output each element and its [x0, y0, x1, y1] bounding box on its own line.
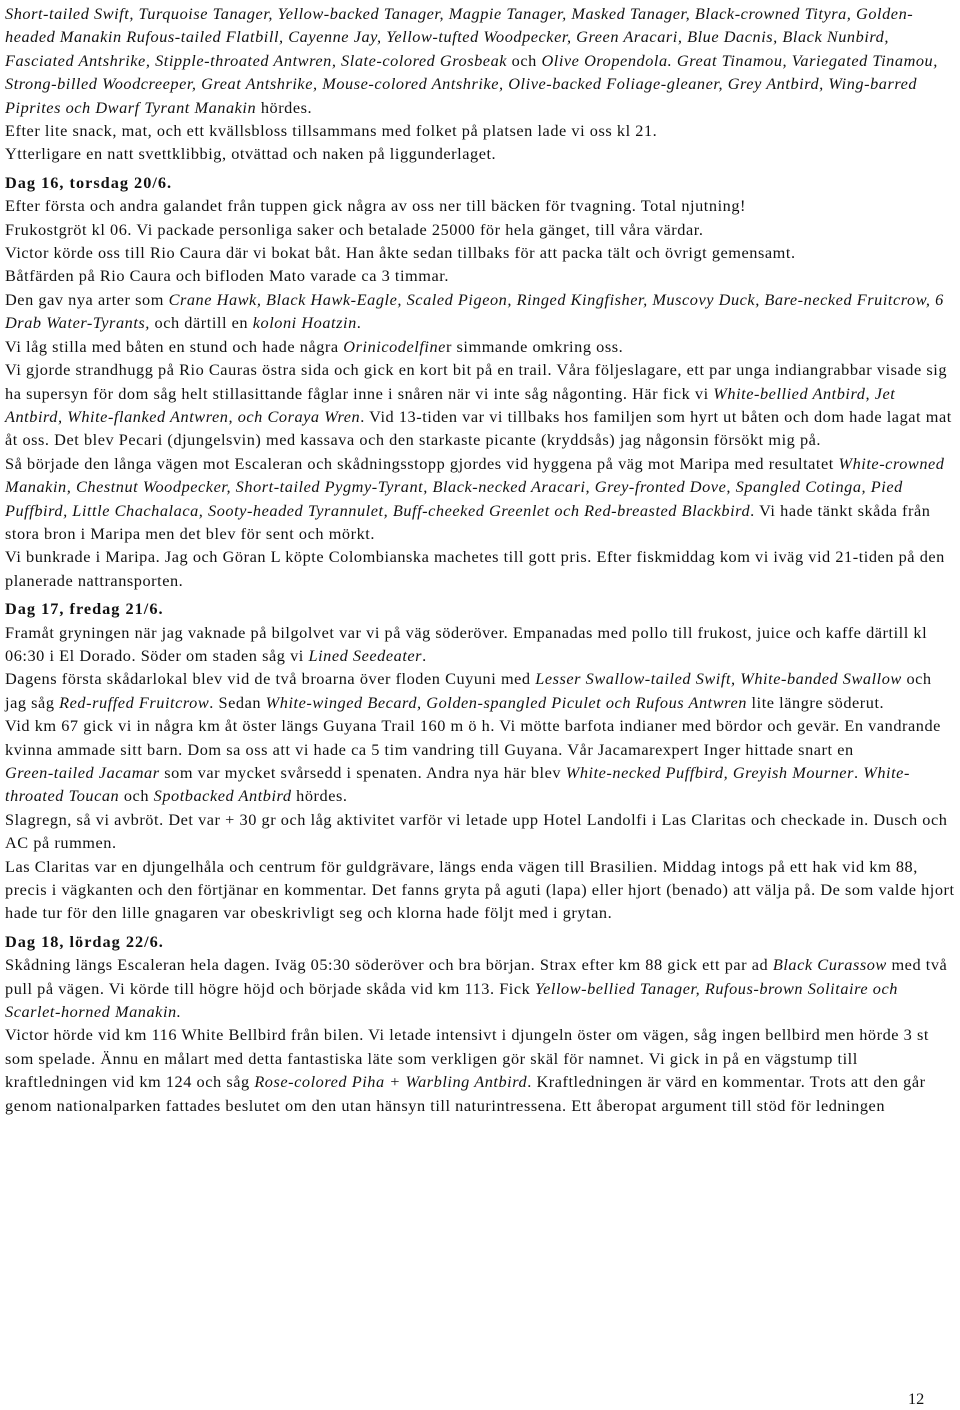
paragraph [5, 621, 957, 668]
paragraph [5, 335, 957, 358]
text-run: Så började den långa vägen mot Escaleran och skådningsstopp gjordes vid hyggena på väg mot Maripa med resultatet [5, 453, 839, 473]
text-run: . Sedan [209, 692, 266, 712]
species-text: White-necked Puffbird, Greyish Mourner [565, 763, 854, 782]
text-run: Victor hörde vid km 116 White Bellbird från bilen. Vi letade intensivt i djungeln öster om vägen, såg ingen bellbird men hörde 3 st som spelade. Ännu en målart med detta fantastiska läte som verkligen gör skäl för namnet. Vi gick in på en vägstump till kraftledningen vid km 124 och såg [5, 1025, 929, 1092]
paragraph [5, 667, 957, 714]
text-run: Dagens första skådarlokal blev vid de två broarna över floden Cuyuni med [5, 669, 536, 689]
text-run: . [422, 645, 427, 665]
paragraph [5, 358, 957, 452]
species-text: koloni Hoatzin [252, 313, 357, 333]
text-run: Vi bunkrade i Maripa. Jag och Göran L köpte Colombianska machetes till gott pris. Efter fiskmiddag kom vi iväg vid 21-tiden på den planerade nattransporten. [5, 547, 945, 590]
text-run: Båtfärden på Rio Caura och bifloden Mato varade ca 3 timmar. [5, 266, 449, 286]
day-heading [5, 930, 957, 953]
text-run: Vi gjorde strandhugg på Rio Cauras östra sida och gick en kort bit på en trail. Våra följeslagare, ett par unga indiangrabbar visade sig ha supersyn för dom såg helt stillasittande fåglar inne i snåren när vi inte såg någonting. Här fick vi [5, 360, 948, 403]
paragraph [5, 452, 957, 546]
paragraph [5, 194, 957, 217]
text-run: och [507, 50, 542, 70]
species-text: White-bellied Antbird, Jet Antbird, White-flanked Antwren, och Coraya Wren [5, 383, 896, 426]
species-text: Lesser Swallow-tailed Swift, White-banded Swallow [535, 669, 902, 689]
text-run: Dag 16, torsdag 20/6. [5, 172, 173, 192]
text-run: Framåt gryningen när jag vaknade på bilgolvet var vi på väg söderöver. Empanadas med pollo till frukost, juice och kaffe därtill kl 06:30 i El Dorado. Söder om staden såg vi [5, 622, 928, 665]
species-text: Yellow-bellied Tanager, Rufous-brown Solitaire och Scarlet-horned Manakin. [5, 978, 898, 1022]
text-run: Efter första och andra galandet från tuppen gick några av oss ner till bäcken för tvagning. Total njutning! [5, 196, 746, 216]
text-run: Dag 17, fredag 21/6. [5, 599, 164, 619]
text-run: och jag såg [5, 669, 932, 712]
species-text: White-crowned Manakin, Chestnut Woodpecker, Short-tailed Pygmy-Tyrant, Black-necked Aracari, Grey-fronted Dove, Spangled Cotinga, Pied Puffbird, Little Chachalaca, Sooty-headed Tyrannulet, Buff-cheeked Greenlet och Red-breasted Blackbird [5, 453, 945, 520]
text-run: Efter lite snack, mat, och ett kvällsbloss tillsammans med folket på platsen lade vi oss kl 21. [5, 121, 658, 141]
paragraph [5, 264, 957, 287]
text-run: hördes. [291, 786, 348, 806]
paragraph [5, 808, 957, 855]
paragraph [5, 953, 957, 1023]
paragraph [5, 218, 957, 241]
document-body [5, 2, 957, 1117]
paragraph [5, 2, 957, 119]
text-run: Skådning längs Escaleran hela dagen. Iväg 05:30 söderöver och bra början. Strax efter km 88 gick ett par ad [5, 955, 773, 975]
paragraph [5, 142, 957, 165]
species-text: Rose-colored Piha + Warbling Antbird [254, 1072, 528, 1092]
text-run: Slagregn, så vi avbröt. Det var + 30 gr och låg aktivitet varför vi letade upp Hotel Landolfi i Las Claritas och checkade in. Dusch och AC på rummen. [5, 809, 948, 853]
text-run: Dag 18, lördag 22/6. [5, 931, 164, 951]
paragraph [5, 119, 957, 142]
text-run: . Kraftledningen är värd en kommentar. Trots att den går genom nationalparken fattades beslutet om den utan hänsyn till naturintressena. Ett åberopat argument till stöd för ledningen [5, 1072, 926, 1115]
text-run: hördes. [256, 97, 313, 117]
text-run: Las Claritas var en djungelhåla och centrum för guldgrävare, längs enda vägen till Brasilien. Middag intogs på ett hak vid km 88, precis i vägkanten och den förtjänar en kommentar. Det fanns gryta på aguti (lapa) eller hjort (benado) att välja på. De som valde hjort hade tur för den lille gnagaren var obeskrivligt seg och klorna hade följt med i grytan. [5, 856, 955, 923]
text-run: . Vi hade tänkt skåda från stora bron i Maripa men det blev för sent och mörkt. [5, 500, 931, 543]
paragraph [5, 545, 957, 592]
species-text: Lined Seedeater [308, 645, 423, 665]
text-run: lite längre söderut. [746, 692, 885, 712]
text-run: och därtill en [149, 313, 253, 333]
paragraph [5, 714, 957, 761]
text-run: som var mycket svårsedd i spenaten. Andra nya här blev [159, 763, 566, 782]
text-run: Victor körde oss till Rio Caura där vi bokat båt. Han åkte sedan tillbaks för att packa tält och övrigt gemensamt. [5, 243, 796, 263]
species-text: Green-tailed Jacamar [5, 763, 160, 782]
species-text: Orinicodelfine [343, 336, 446, 356]
text-run: Frukostgröt kl 06. Vi packade personliga saker och betalade 25000 för hela gänget, till våra värdar. [5, 219, 704, 239]
text-run: . Vid 13-tiden var vi tillbaks hos familjen som hyrt ut båten och dom hade lagat mat åt oss. Det blev Pecari (djungelsvin) med kassava och den starkaste picante (kryddsås) jag någonsin försökt mig på. [5, 406, 952, 450]
paragraph [5, 855, 957, 925]
species-text: Red-ruffed Fruitcrow [59, 692, 210, 712]
paragraph [5, 288, 957, 335]
paragraph [5, 1023, 957, 1117]
text-run: Vi låg stilla med båten en stund och hade några [5, 336, 344, 356]
species-text: Short-tailed Swift, Turquoise Tanager, Yellow-backed Tanager, Magpie Tanager, Masked Tanager, Black-crowned Tityra, Golden-headed Manakin Rufous-tailed Flatbill, Cayenne Jay, Yellow-tufted Woodpecker, Green Aracari, Blue Dacnis, Black Nunbird, Fasciated Antshrike, Stipple-throated Antwren, Slate-colored Grosbeak [5, 4, 914, 70]
species-text: White-winged Becard, Golden-spangled Piculet och Rufous Antwren [265, 692, 747, 712]
paragraph [5, 761, 957, 808]
text-run: . [356, 313, 362, 333]
page-number: 12 [908, 1389, 925, 1408]
text-run: Den gav nya arter som [5, 289, 169, 309]
species-text: Spotbacked Antbird [153, 786, 292, 806]
species-text: Black Curassow [772, 955, 887, 975]
day-heading [5, 171, 957, 194]
text-run: Ytterligare en natt svettklibbig, otvättad och naken på liggunderlaget. [5, 144, 497, 164]
species-text: Olive Oropendola. Great Tinamou, Variegated Tinamou, Strong-billed Woodcreeper, Great Antshrike, Mouse-colored Antshrike, Olive-backed Foliage-gleaner, Grey Antbird, Wing-barred Piprites och Dwarf Tyrant Manakin [5, 50, 938, 117]
day-heading [5, 597, 957, 620]
text-run: r simmande omkring oss. [445, 336, 624, 356]
text-run: med två pull på vägen. Vi körde till högre höjd och började skåda vid km 113. Fick [5, 955, 948, 998]
text-run: och [119, 786, 154, 806]
paragraph [5, 241, 957, 264]
species-text: White-throated Toucan [5, 763, 910, 806]
species-text: Crane Hawk, Black Hawk-Eagle, Scaled Pigeon, Ringed Kingfisher, Muscovy Duck, Bare-necked Fruitcrow, 6 Drab Water-Tyrants, [5, 289, 944, 333]
text-run: Vid km 67 gick vi in några km åt öster längs Guyana Trail 160 m ö h. Vi mötte barfota indianer med bördor och gevär. En vandrande kvinna ammade sitt barn. Dom sa oss att vi hade ca 5 tim vandring till Guyana. Vår Jacamarexpert Inger hittade snart en [5, 716, 941, 759]
text-run: . [853, 763, 864, 782]
